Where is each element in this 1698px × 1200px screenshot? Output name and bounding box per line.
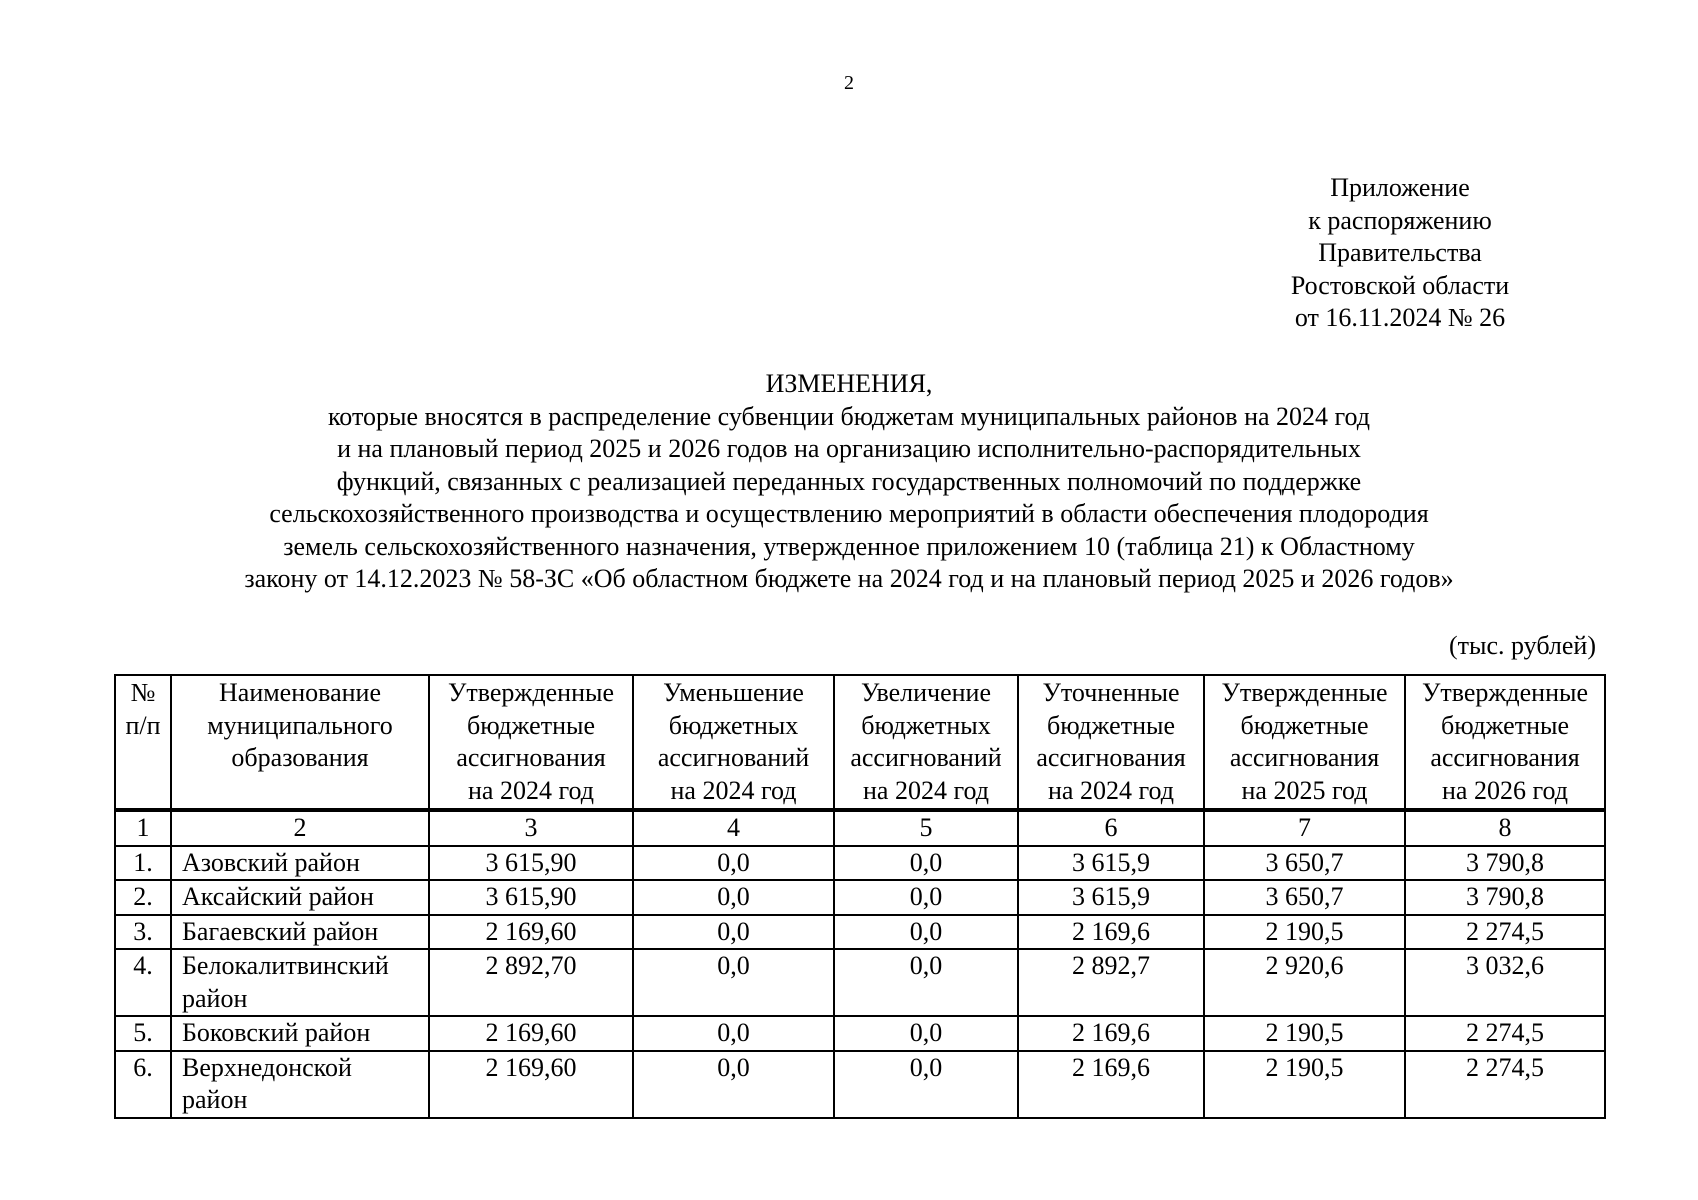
title-line: функций, связанных с реализацией переданных государственных полномочий по поддержке — [336, 466, 1362, 496]
column-header-line: на 2024 год — [1048, 775, 1174, 805]
value-cell: 2 169,6 — [1018, 915, 1204, 950]
table-row — [115, 880, 1605, 915]
value-cell: 0,0 — [633, 949, 834, 1016]
value-cell: 3 790,8 — [1405, 846, 1605, 881]
municipality-name-cell — [171, 915, 429, 950]
column-header-line: ассигнования — [1229, 743, 1380, 772]
column-header-line: Утвержденные — [447, 678, 614, 707]
column-header — [1204, 675, 1405, 810]
title-line: и на плановый период 2025 и 2026 годов на организацию исполнительно-распорядительных — [337, 434, 1361, 463]
column-number-row — [115, 810, 1605, 846]
appendix-line: Ростовской области — [1290, 270, 1510, 300]
value-cell: 3 650,7 — [1204, 846, 1405, 881]
row-number-cell: 5. — [115, 1016, 171, 1051]
table-row — [115, 949, 1605, 1016]
appendix-line: от 16.11.2024 № 26 — [1294, 303, 1506, 332]
municipality-name-line: район — [182, 1085, 248, 1114]
value-cell: 2 169,6 — [1018, 1051, 1204, 1118]
municipality-name-cell — [171, 880, 429, 915]
value-cell: 0,0 — [834, 1016, 1018, 1051]
value-cell: 0,0 — [633, 1016, 834, 1051]
column-header — [834, 675, 1018, 810]
column-header-line: бюджетные — [1240, 710, 1369, 740]
value-cell: 3 615,9 — [1018, 880, 1204, 915]
value-cell: 0,0 — [633, 915, 834, 950]
column-number-cell: 5 — [834, 810, 1018, 846]
column-header-line: ассигнования — [456, 743, 606, 772]
value-cell: 2 892,70 — [429, 949, 633, 1016]
column-header-line: Наименование — [219, 678, 381, 707]
column-number-cell: 1 — [115, 810, 171, 846]
value-cell: 3 650,7 — [1204, 880, 1405, 915]
municipality-name-line: Боковский район — [182, 1018, 371, 1047]
document-title — [0, 368, 1698, 596]
appendix-block — [1230, 172, 1570, 335]
municipality-name-line: район — [182, 983, 248, 1013]
value-cell: 2 892,7 — [1018, 949, 1204, 1016]
column-header-line: Увеличение — [860, 678, 991, 707]
title-heading: ИЗМЕНЕНИЯ, — [765, 369, 933, 398]
column-header-line: на 2024 год — [468, 775, 594, 805]
column-header-line: бюджетных — [668, 710, 799, 740]
column-header-line: бюджетных — [861, 710, 991, 740]
title-line: земель сельскохозяйственного назначения, утвержденное приложением 10 (таблица 21) к Областному — [283, 531, 1415, 561]
municipality-name-cell — [171, 1051, 429, 1118]
column-header — [1405, 675, 1605, 810]
value-cell: 3 615,90 — [429, 880, 633, 915]
column-header-line: бюджетные — [466, 710, 595, 740]
appendix-line: Правительства — [1318, 238, 1482, 267]
value-cell: 2 169,60 — [429, 1051, 633, 1118]
table-row — [115, 1051, 1605, 1118]
column-header-line: ассигнования — [1430, 743, 1580, 772]
value-cell: 3 032,6 — [1405, 949, 1605, 1016]
value-cell: 2 190,5 — [1204, 1051, 1405, 1118]
value-cell: 0,0 — [633, 846, 834, 881]
row-number-cell: 6. — [115, 1051, 171, 1118]
value-cell: 2 169,60 — [429, 915, 633, 950]
column-number-cell: 3 — [429, 810, 633, 846]
column-header-line: на 2026 год — [1442, 775, 1568, 805]
column-header-line: на 2024 год — [670, 775, 797, 805]
municipality-name-cell — [171, 846, 429, 881]
column-number-cell: 4 — [633, 810, 834, 846]
column-header-line: муниципального — [207, 710, 393, 740]
page-number: 2 — [844, 72, 854, 94]
column-header-line: образования — [231, 743, 369, 772]
value-cell: 2 274,5 — [1405, 1016, 1605, 1051]
value-cell: 2 169,60 — [429, 1016, 633, 1051]
municipality-name-line: Багаевский район — [182, 916, 379, 946]
column-header-line: на 2025 год — [1241, 775, 1368, 805]
municipality-name-line: Аксайский район — [182, 882, 374, 911]
row-number-cell: 4. — [115, 949, 171, 1016]
value-cell: 0,0 — [834, 846, 1018, 881]
column-header-line: бюджетные — [1046, 710, 1175, 740]
title-line: которые вносятся в распределение субвенции бюджетам муниципальных районов на 2024 год — [327, 401, 1371, 431]
column-header-line: № — [130, 678, 156, 707]
units-label: (тыс. рублей) — [1448, 631, 1596, 660]
budget-table — [114, 674, 1606, 1119]
column-number-cell: 8 — [1405, 810, 1605, 846]
column-header-line: на 2024 год — [863, 775, 989, 805]
column-header — [115, 675, 171, 810]
column-number-cell: 7 — [1204, 810, 1405, 846]
value-cell: 2 169,6 — [1018, 1016, 1204, 1051]
column-header-line: ассигнований — [657, 743, 810, 772]
column-number-cell: 6 — [1018, 810, 1204, 846]
column-header-line: Утвержденные — [1421, 678, 1588, 707]
value-cell: 2 274,5 — [1405, 915, 1605, 950]
value-cell: 2 190,5 — [1204, 915, 1405, 950]
municipality-name-cell — [171, 1016, 429, 1051]
column-header-line: бюджетные — [1440, 710, 1569, 740]
municipality-name-cell — [171, 949, 429, 1016]
title-line: сельскохозяйственного производства и осуществлению мероприятий в области обеспечения плодородия — [269, 499, 1429, 528]
value-cell: 0,0 — [834, 1051, 1018, 1118]
column-header — [429, 675, 633, 810]
row-number-cell: 2. — [115, 880, 171, 915]
column-header-line: Уточненные — [1042, 678, 1180, 707]
municipality-name-line: Верхнедонской — [182, 1052, 352, 1082]
value-cell: 0,0 — [633, 880, 834, 915]
value-cell: 3 615,90 — [429, 846, 633, 881]
value-cell: 2 274,5 — [1405, 1051, 1605, 1118]
table-row — [115, 846, 1605, 881]
value-cell: 0,0 — [834, 949, 1018, 1016]
column-header — [1018, 675, 1204, 810]
table-row — [115, 915, 1605, 950]
column-header-line: Уменьшение — [663, 678, 804, 707]
municipality-name-line: Белокалитвинский — [182, 951, 389, 980]
value-cell: 0,0 — [834, 915, 1018, 950]
column-number-cell: 2 — [171, 810, 429, 846]
row-number-cell: 1. — [115, 846, 171, 881]
column-header-line: ассигнований — [850, 743, 1002, 772]
title-line: закону от 14.12.2023 № 58-ЗС «Об областном бюджете на 2024 год и на плановый период 2025 и 2026 годов» — [244, 564, 1454, 593]
row-number-cell: 3. — [115, 915, 171, 950]
appendix-line: Приложение — [1330, 173, 1470, 202]
value-cell: 3 790,8 — [1405, 880, 1605, 915]
column-header-line: п/п — [125, 710, 161, 740]
value-cell: 0,0 — [834, 880, 1018, 915]
municipality-name-line: Азовский район — [182, 847, 360, 877]
value-cell: 2 920,6 — [1204, 949, 1405, 1016]
value-cell: 3 615,9 — [1018, 846, 1204, 881]
column-header — [633, 675, 834, 810]
value-cell: 2 190,5 — [1204, 1016, 1405, 1051]
table-row — [115, 1016, 1605, 1051]
column-header-line: ассигнования — [1036, 743, 1186, 772]
table-header-row — [115, 675, 1605, 810]
column-header-line: Утвержденные — [1221, 678, 1388, 707]
appendix-line: к распоряжению — [1308, 205, 1492, 235]
value-cell: 0,0 — [633, 1051, 834, 1118]
column-header — [171, 675, 429, 810]
